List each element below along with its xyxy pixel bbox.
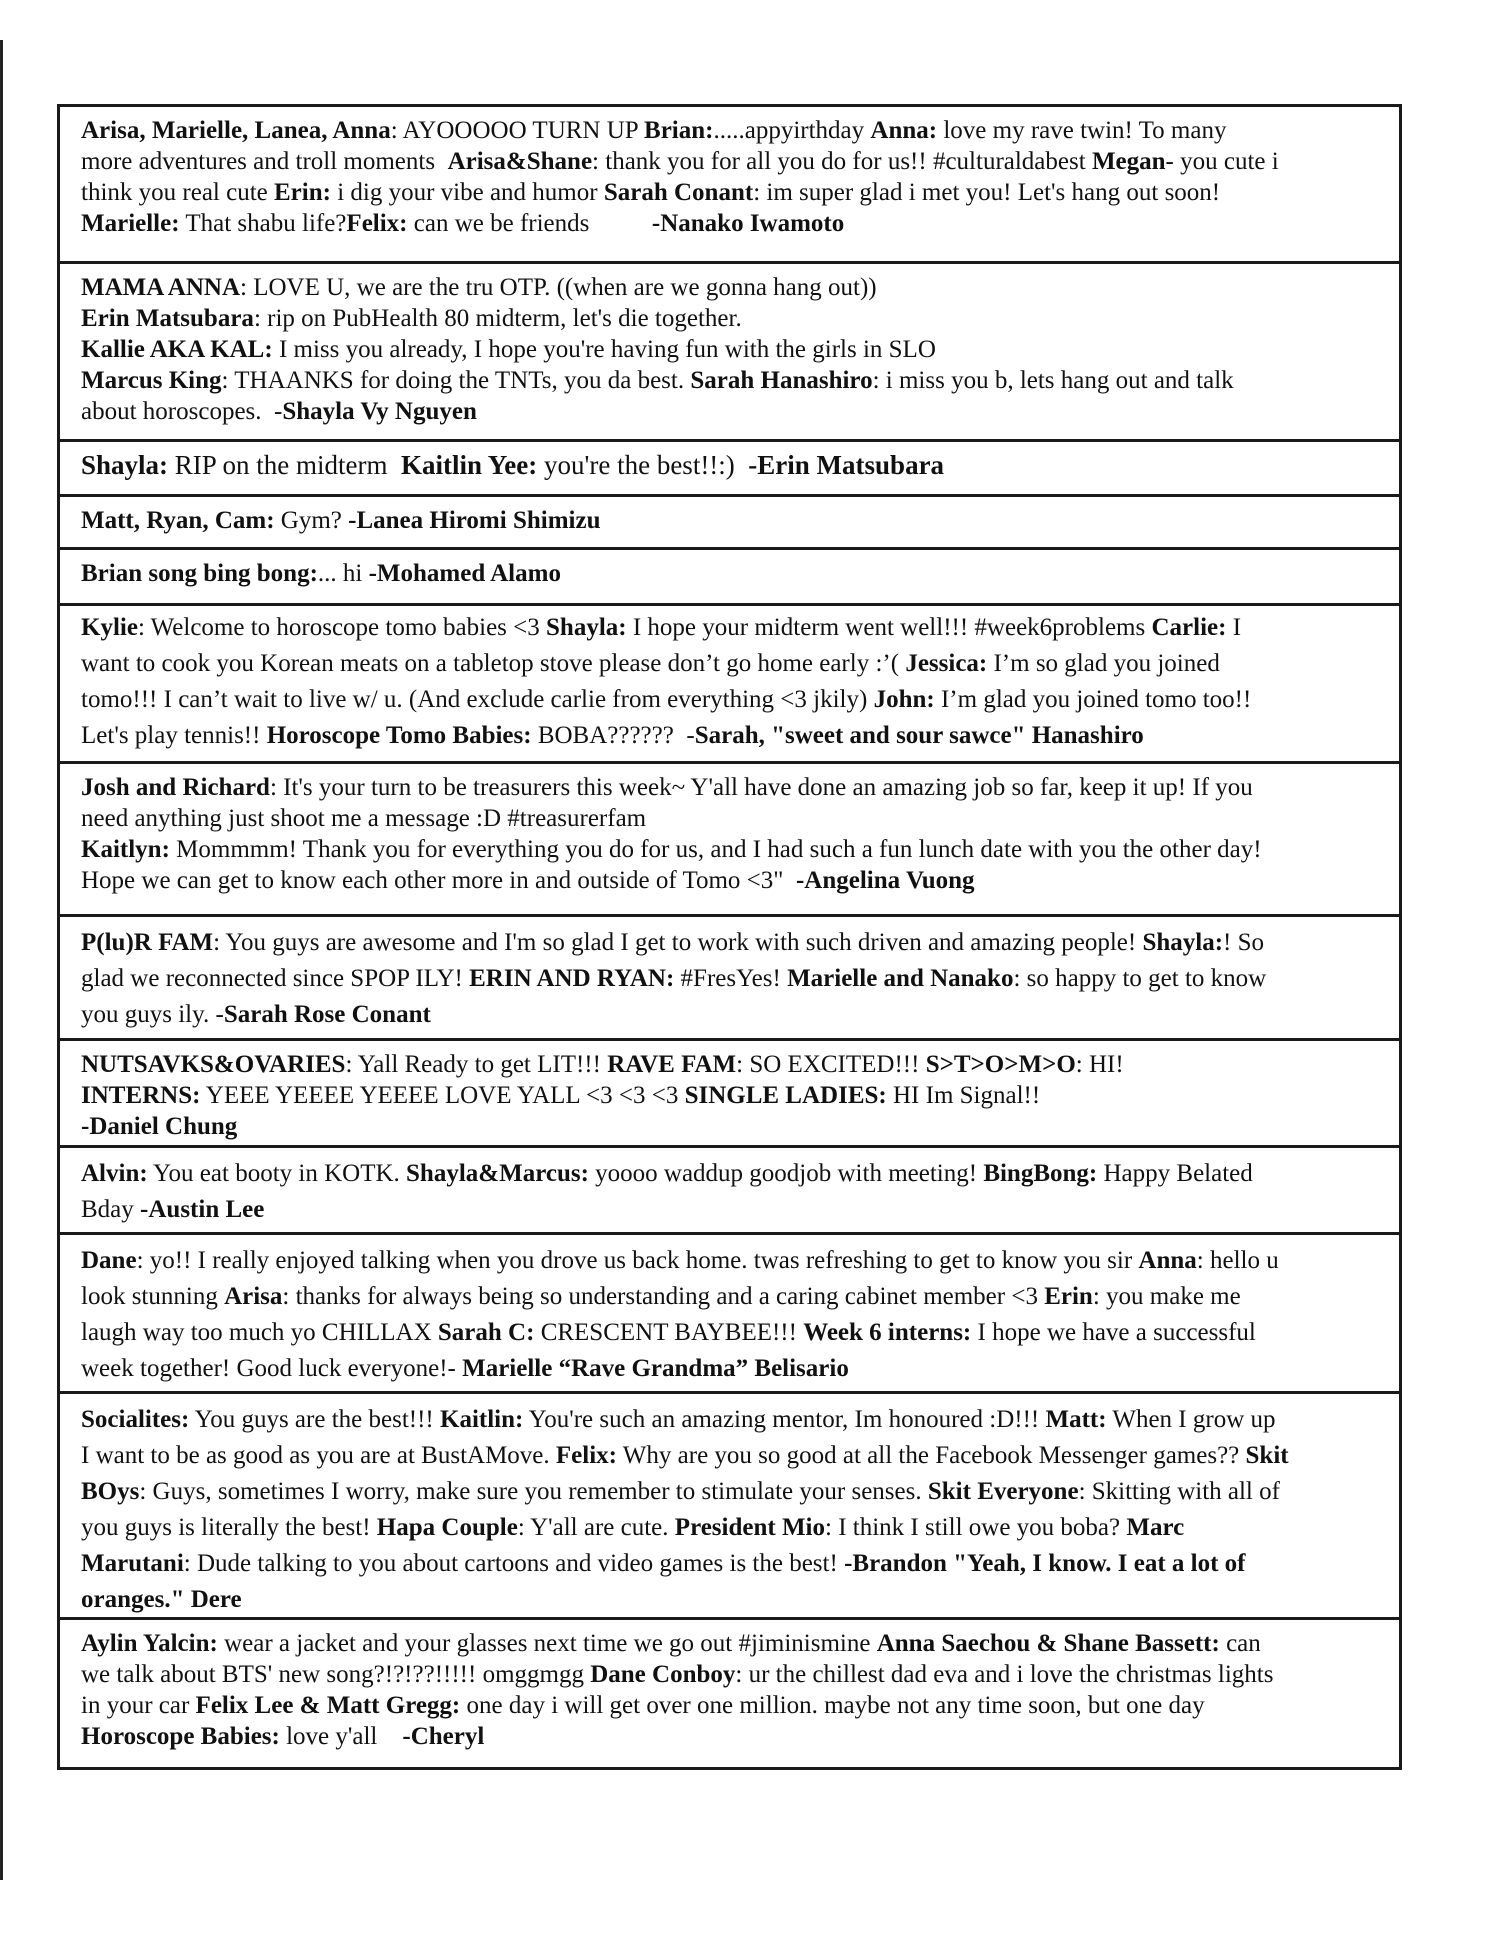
recipient-name: Erin Matsubara (81, 305, 254, 332)
message-text: : ur the chillest dad eva and i love the christmas lights (735, 1661, 1274, 1688)
message-text: You guys are the best!!! (189, 1406, 440, 1433)
message-text: : rip on PubHealth 80 midterm, let's die together. (253, 305, 742, 332)
message-text: : SO EXCITED!!! (736, 1051, 926, 1078)
recipient-name: Matt: (1045, 1406, 1107, 1433)
shoutout-line (81, 1438, 1381, 1474)
message-text: think you real cute (81, 179, 274, 206)
message-text: you're the best!!:) (537, 450, 749, 480)
recipient-name: Arisa (224, 1283, 283, 1310)
recipient-name: Week 6 interns: (803, 1319, 972, 1346)
recipient-name: Kaitlyn: (81, 836, 170, 863)
shoutout-daniel (57, 1041, 1402, 1148)
recipient-name: Shayla: (1142, 929, 1224, 956)
recipient-name: SINGLE LADIES: (684, 1082, 887, 1109)
shoutout-line (81, 646, 1381, 682)
recipient-name: Sarah C: (437, 1319, 535, 1346)
message-text: I’m glad you joined tomo too!! (934, 686, 1252, 713)
recipient-name: Erin: (274, 179, 331, 206)
shoutout-brandon (57, 1394, 1402, 1620)
shoutout-sarah (57, 606, 1402, 764)
message-text: look stunning (81, 1283, 225, 1310)
message-text: Why are you so good at all the Facebook Messenger games?? (617, 1442, 1246, 1469)
recipient-name: S>T>O>M>O (925, 1051, 1076, 1078)
recipient-name: Marcus King (81, 367, 222, 394)
message-text: glad we reconnected since SPOP ILY! (81, 965, 470, 992)
shoutout-line (81, 505, 1381, 536)
shoutout-line (81, 610, 1381, 646)
shoutout-line (81, 1546, 1381, 1582)
message-text: : THAANKS for doing the TNTs, you da best. (221, 367, 691, 394)
recipient-name: Shayla&Marcus: (406, 1160, 589, 1187)
recipient-name: Dane (81, 1247, 137, 1274)
recipient-name: Sarah Hanashiro (690, 367, 873, 394)
recipient-name: Anna: (870, 117, 938, 144)
message-text: ... hi (317, 560, 369, 587)
recipient-name: -Angelina Vuong (795, 867, 975, 894)
message-text: : yo!! I really enjoyed talking when you drove us back home. twas refreshing to get to know you sir (136, 1247, 1139, 1274)
recipient-name: Marielle and Nanako (787, 965, 1014, 992)
message-text: : Yall Ready to get LIT!!! (345, 1051, 608, 1078)
recipient-name: Megan (1091, 148, 1166, 175)
shoutout-line (81, 1659, 1381, 1690)
message-text: Happy Belated (1097, 1160, 1253, 1187)
recipient-name: Anna Saechou & Shane Bassett: (876, 1630, 1220, 1657)
recipient-name: Skit Everyone (927, 1478, 1079, 1505)
shoutout-marielle (57, 1235, 1402, 1394)
message-text: : you make me (1092, 1283, 1241, 1310)
shoutout-line (81, 303, 1381, 334)
recipient-name: Marielle: (81, 210, 180, 237)
shoutout-sarah-rose (57, 917, 1402, 1041)
recipient-name: Felix: (346, 210, 408, 237)
message-text: : LOVE U, we are the tru OTP. ((when are we gonna hang out)) (240, 274, 877, 301)
recipient-name: -Austin Lee (140, 1196, 265, 1223)
shoutout-line (81, 1192, 1381, 1228)
recipient-name: Matt, Ryan, Cam: (81, 507, 275, 534)
shoutout-line (81, 1111, 1381, 1142)
recipient-name: Kallie AKA KAL: (81, 336, 273, 363)
message-text: can we be friends (407, 210, 652, 237)
message-text: week together! Good luck everyone!- (81, 1355, 463, 1382)
recipient-name: -Cheryl (402, 1723, 485, 1750)
shoutout-shayla (57, 264, 1402, 442)
message-text: : Skitting with all of (1078, 1478, 1280, 1505)
shoutout-line (81, 1049, 1381, 1080)
shoutout-line (81, 1402, 1381, 1438)
shoutout-austin (57, 1148, 1402, 1235)
shoutout-line (81, 772, 1381, 803)
shoutout-line (81, 1279, 1381, 1315)
recipient-name: Marc (1126, 1514, 1185, 1541)
shoutout-nanako (57, 104, 1402, 264)
shoutout-line (81, 1080, 1381, 1111)
shoutout-lanea (57, 497, 1402, 550)
message-text: need anything just shoot me a message :D #treasurerfam (81, 805, 647, 832)
recipient-name: Arisa, Marielle, Lanea, Anna (81, 117, 391, 144)
recipient-name: Josh and Richard (81, 774, 270, 801)
recipient-name: Sarah Rose Conant (223, 1001, 431, 1028)
message-text: : thank you for all you do for us!! #culturaldabest (592, 148, 1092, 175)
recipient-name: -Daniel Chung (81, 1113, 238, 1140)
message-text: RIP on the midterm (168, 450, 402, 480)
shoutout-line (81, 865, 1381, 896)
recipient-name: -Mohamed Alamo (368, 560, 561, 587)
recipient-name: President Mio (674, 1514, 826, 1541)
shoutout-line (81, 1243, 1381, 1279)
message-text: love y'all (279, 1723, 403, 1750)
message-text: You eat booty in KOTK. (147, 1160, 407, 1187)
recipient-name: Shayla Vy Nguyen (282, 398, 477, 425)
shoutout-erin (57, 442, 1402, 497)
recipient-name: Aylin Yalcin: (81, 1630, 218, 1657)
shoutout-line (81, 1474, 1381, 1510)
message-text: : Dude talking to you about cartoons and video games is the best! (183, 1550, 845, 1577)
recipient-name: Anna (1138, 1247, 1197, 1274)
shoutout-line (81, 177, 1381, 208)
message-text: Gym? (274, 507, 349, 534)
message-text: : I think I still owe you boba? (825, 1514, 1127, 1541)
message-text: I (1226, 614, 1242, 641)
message-text: CRESCENT BAYBEE!!! (534, 1319, 804, 1346)
message-text: you guys is literally the best! (81, 1514, 377, 1541)
message-text: you guys ily. - (81, 1001, 224, 1028)
message-text: I’m so glad you joined (987, 650, 1220, 677)
message-text: Hope we can get to know each other more in and outside of Tomo <3" (81, 867, 796, 894)
shoutout-line (81, 1351, 1381, 1387)
message-text: : It's your turn to be treasurers this week~ Y'all have done an amazing job so far, keep it up! If you (269, 774, 1253, 801)
shoutout-line (81, 1721, 1381, 1752)
message-text: I want to be as good as you are at BustAMove. (81, 1442, 556, 1469)
recipient-name: Kaitlin Yee: (401, 450, 538, 480)
recipient-name: Kylie (81, 614, 138, 641)
shoutout-line (81, 1510, 1381, 1546)
recipient-name: Felix Lee & Matt Gregg: (195, 1692, 461, 1719)
message-text: Bday (81, 1196, 141, 1223)
message-text: You're such an amazing mentor, Im honoured :D!!! (523, 1406, 1046, 1433)
message-text: about horoscopes. - (81, 398, 283, 425)
message-text: I hope your midterm went well!!! #week6problems (626, 614, 1152, 641)
shoutout-angelina (57, 764, 1402, 917)
recipient-name: Shayla: (81, 450, 169, 480)
shoutout-line (81, 208, 1381, 239)
message-text: : AYOOOOO TURN UP (390, 117, 645, 144)
message-text: Mommmm! Thank you for everything you do for us, and I had such a fun lunch date with you the other day! (169, 836, 1262, 863)
recipient-name: -Erin Matsubara (748, 450, 945, 480)
recipient-name: BOys (81, 1478, 140, 1505)
message-text: YEEE YEEEE YEEEE LOVE YALL <3 <3 <3 (200, 1082, 685, 1109)
shoutout-line (81, 925, 1381, 961)
shoutout-line (81, 1582, 1381, 1618)
message-text: : Guys, sometimes I worry, make sure you remember to stimulate your senses. (139, 1478, 928, 1505)
recipient-name: Jessica: (905, 650, 988, 677)
recipient-name: Brian song bing bong: (81, 560, 318, 587)
shoutout-cheryl (57, 1620, 1402, 1770)
recipient-name: Carlie: (1151, 614, 1227, 641)
message-text: ! So (1223, 929, 1265, 956)
message-text: : HI! (1075, 1051, 1124, 1078)
message-text: one day i will get over one million. maybe not any time soon, but one day (460, 1692, 1205, 1719)
recipient-name: -Nanako Iwamoto (651, 210, 845, 237)
message-text: That shabu life? (179, 210, 347, 237)
message-text: BOBA?????? - (531, 722, 695, 749)
message-text: : im super glad i met you! Let's hang out soon! (753, 179, 1221, 206)
shoutout-line (81, 961, 1381, 997)
shoutout-line (81, 272, 1381, 303)
recipient-name: MAMA ANNA (81, 274, 241, 301)
shoutout-line (81, 834, 1381, 865)
recipient-name: NUTSAVKS&OVARIES (81, 1051, 346, 1078)
recipient-name: BingBong: (983, 1160, 1098, 1187)
shoutout-line (81, 146, 1381, 177)
recipient-name: Marielle “Rave Grandma” Belisario (462, 1355, 849, 1382)
shoutout-line (81, 718, 1381, 754)
recipient-name: Alvin: (81, 1160, 148, 1187)
message-text: more adventures and troll moments (81, 148, 448, 175)
recipient-name: Erin (1044, 1283, 1093, 1310)
message-text: - you cute i (1165, 148, 1279, 175)
recipient-name: Hapa Couple (376, 1514, 518, 1541)
message-text: want to cook you Korean meats on a tabletop stove please don’t go home early :’( (81, 650, 906, 677)
message-text: .....appyirthday (713, 117, 871, 144)
message-text: I hope we have a successful (971, 1319, 1256, 1346)
recipient-name: Socialites: (81, 1406, 190, 1433)
message-text: tomo!!! I can’t wait to live w/ u. (And exclude carlie from everything <3 jkily) (81, 686, 874, 713)
message-text: When I grow up (1106, 1406, 1276, 1433)
message-text: can (1219, 1630, 1261, 1657)
recipient-name: Sarah, "sweet and sour sawce" Hanashiro (694, 722, 1144, 749)
message-text: i dig your vibe and humor (330, 179, 604, 206)
shoutout-mohamed (57, 550, 1402, 606)
message-text: I miss you already, I hope you're having fun with the girls in SLO (272, 336, 936, 363)
shoutout-line (81, 334, 1381, 365)
recipient-name: Horoscope Babies: (81, 1723, 280, 1750)
message-text: : so happy to get to know (1013, 965, 1267, 992)
message-text: love my rave twin! To many (937, 117, 1227, 144)
recipient-name: INTERNS: (81, 1082, 201, 1109)
message-text: : You guys are awesome and I'm so glad I get to work with such driven and amazing people! (213, 929, 1143, 956)
recipient-name: Skit (1245, 1442, 1289, 1469)
recipient-name: Kaitlin: (440, 1406, 524, 1433)
shoutout-line (81, 1628, 1381, 1659)
shoutout-line (81, 803, 1381, 834)
message-text: : Welcome to horoscope tomo babies <3 (137, 614, 547, 641)
shoutout-line (81, 115, 1381, 146)
message-text: wear a jacket and your glasses next time we go out #jiminismine (217, 1630, 877, 1657)
recipient-name: RAVE FAM (607, 1051, 737, 1078)
shoutout-line (81, 997, 1381, 1033)
recipient-name: Brian: (644, 117, 714, 144)
recipient-name: Shayla: (546, 614, 627, 641)
shoutout-line (81, 1156, 1381, 1192)
message-text: #FresYes! (674, 965, 788, 992)
shoutout-line (81, 365, 1381, 396)
shoutout-list (57, 104, 1402, 1770)
shoutout-line (81, 682, 1381, 718)
message-text: : thanks for always being so understanding and a caring cabinet member <3 (282, 1283, 1045, 1310)
message-text: Let's play tennis!! (81, 722, 267, 749)
shoutout-line (81, 1690, 1381, 1721)
recipient-name: John: (873, 686, 935, 713)
recipient-name: Arisa&Shane (447, 148, 593, 175)
recipient-name: -Lanea Hiromi Shimizu (348, 507, 601, 534)
shoutout-line (81, 396, 1381, 427)
margin-rule (0, 40, 3, 1880)
recipient-name: ERIN AND RYAN: (469, 965, 675, 992)
recipient-name: Sarah Conant (603, 179, 754, 206)
recipient-name: Dane Conboy (590, 1661, 736, 1688)
message-text: we talk about BTS' new song?!?!??!!!!! omggmgg (81, 1661, 591, 1688)
message-text: laugh way too much yo CHILLAX (81, 1319, 438, 1346)
shoutout-line (81, 450, 1381, 481)
message-text: : Y'all are cute. (517, 1514, 675, 1541)
recipient-name: P(lu)R FAM (81, 929, 214, 956)
message-text: : i miss you b, lets hang out and talk (872, 367, 1234, 394)
message-text: HI Im Signal!! (886, 1082, 1041, 1109)
recipient-name: Horoscope Tomo Babies: (266, 722, 532, 749)
message-text: yoooo waddup goodjob with meeting! (588, 1160, 984, 1187)
shoutout-line (81, 558, 1381, 589)
recipient-name: Marutani (81, 1550, 184, 1577)
message-text: : hello u (1196, 1247, 1279, 1274)
recipient-name: oranges." Dere (81, 1586, 242, 1613)
message-text: in your car (81, 1692, 196, 1719)
shoutout-line (81, 1315, 1381, 1351)
recipient-name: Felix: (555, 1442, 617, 1469)
recipient-name: -Brandon "Yeah, I know. I eat a lot of (844, 1550, 1246, 1577)
